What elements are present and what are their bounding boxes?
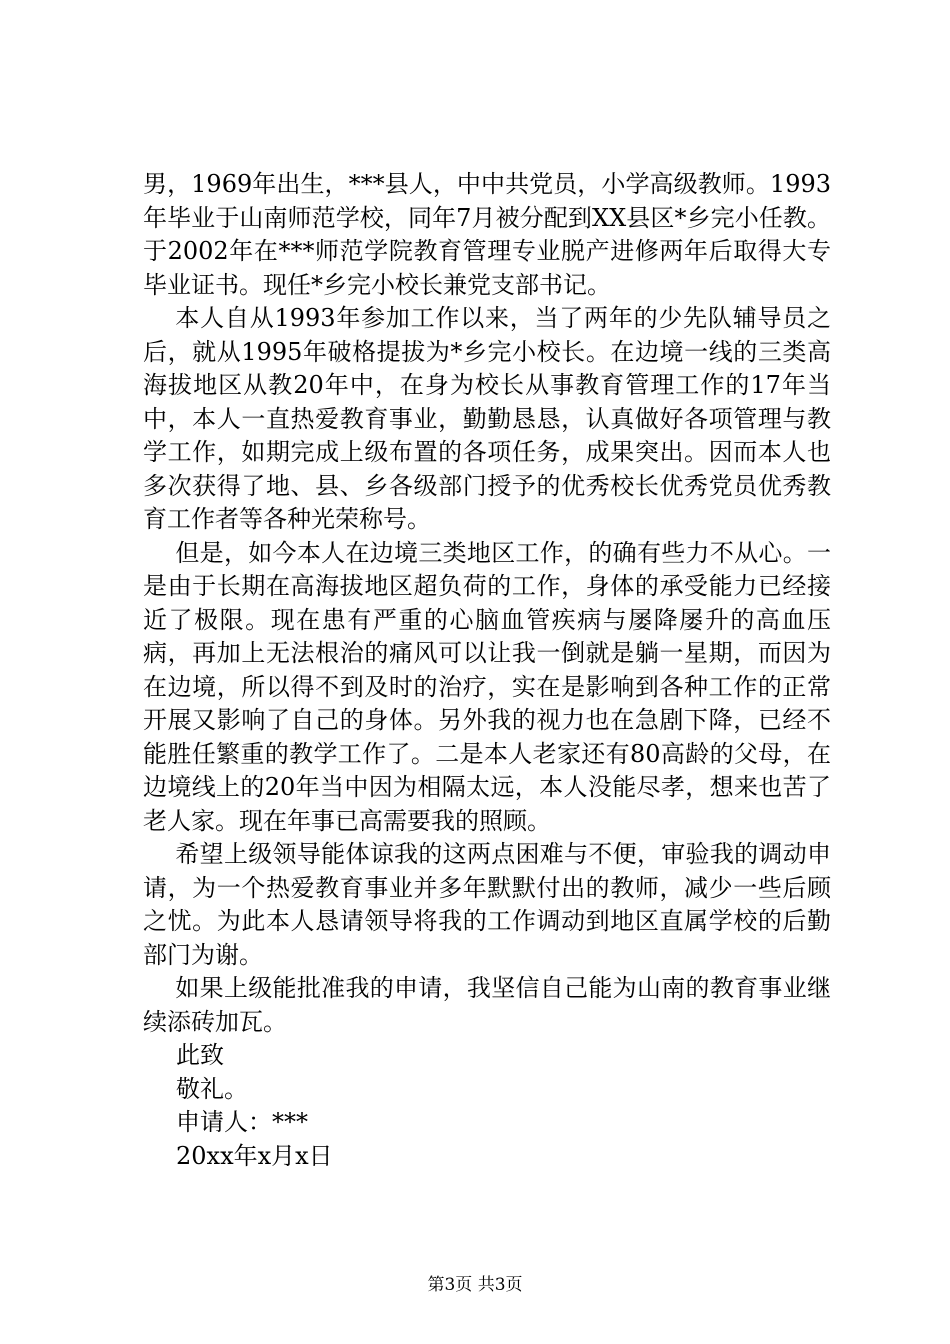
page-number-footer: 第3页 共3页: [427, 1275, 523, 1295]
closing-salutation: 此致: [176, 1041, 224, 1069]
paragraph-request: 希望上级领导能体谅我的这两点困难与不便，审验我的调动申请，为一个热爱教育事业并多年默默付出的教师，减少一些后顾之忧。为此本人恳请领导将我的工作调动到地区直属学校的后勤部门为谢。: [143, 840, 831, 969]
paragraph-difficulties: 但是，如今本人在边境三类地区工作，的确有些力不从心。一是由于长期在高海拔地区超负荷的工作，身体的承受能力已经接近了极限。现在患有严重的心脑血管疾病与屡降屡升的高血压病，再加上无法根治的痛风可以让我一倒就是躺一星期，而因为在边境，所以得不到及时的治疗，实在是影响到各种工作的正常开展又影响了自己的身体。另外我的视力也在急剧下降，已经不能胜任繁重的教学工作了。二是本人老家还有80高龄的父母，在边境线上的20年当中因为相隔太远，本人没能尽孝，想来也苦了老人家。现在年事已高需要我的照顾。: [143, 538, 831, 835]
application-date: 20xx年x月x日: [176, 1141, 333, 1170]
paragraph-intro: 男，1969年出生，***县人，中中共党员，小学高级教师。1993年毕业于山南师范学校，同年7月被分配到XX县区*乡完小任教。于2002年在***师范学院教育管理专业脱产进修两年后取得大专毕业证书。现任*乡完小校长兼党支部书记。: [143, 170, 831, 299]
letter-body: [143, 168, 831, 1173]
applicant-signature: 申请人：***: [176, 1108, 308, 1136]
closing-regards: 敬礼。: [176, 1074, 248, 1103]
paragraph-career: 本人自从1993年参加工作以来，当了两年的少先队辅导员之后，就从1995年破格提拔为*乡完小校长。在边境一线的三类高海拔地区从教20年中，在身为校长从事教育管理工作的17年当中，本人一直热爱教育事业，勤勤恳恳，认真做好各项管理与教学工作，如期完成上级布置的各项任务，成果突出。因而本人也多次获得了地、县、乡各级部门授予的优秀校长优秀党员优秀教育工作者等各种光荣称号。: [143, 304, 831, 533]
paragraph-commitment: 如果上级能批准我的申请，我坚信自己能为山南的教育事业继续添砖加瓦。: [143, 974, 831, 1036]
